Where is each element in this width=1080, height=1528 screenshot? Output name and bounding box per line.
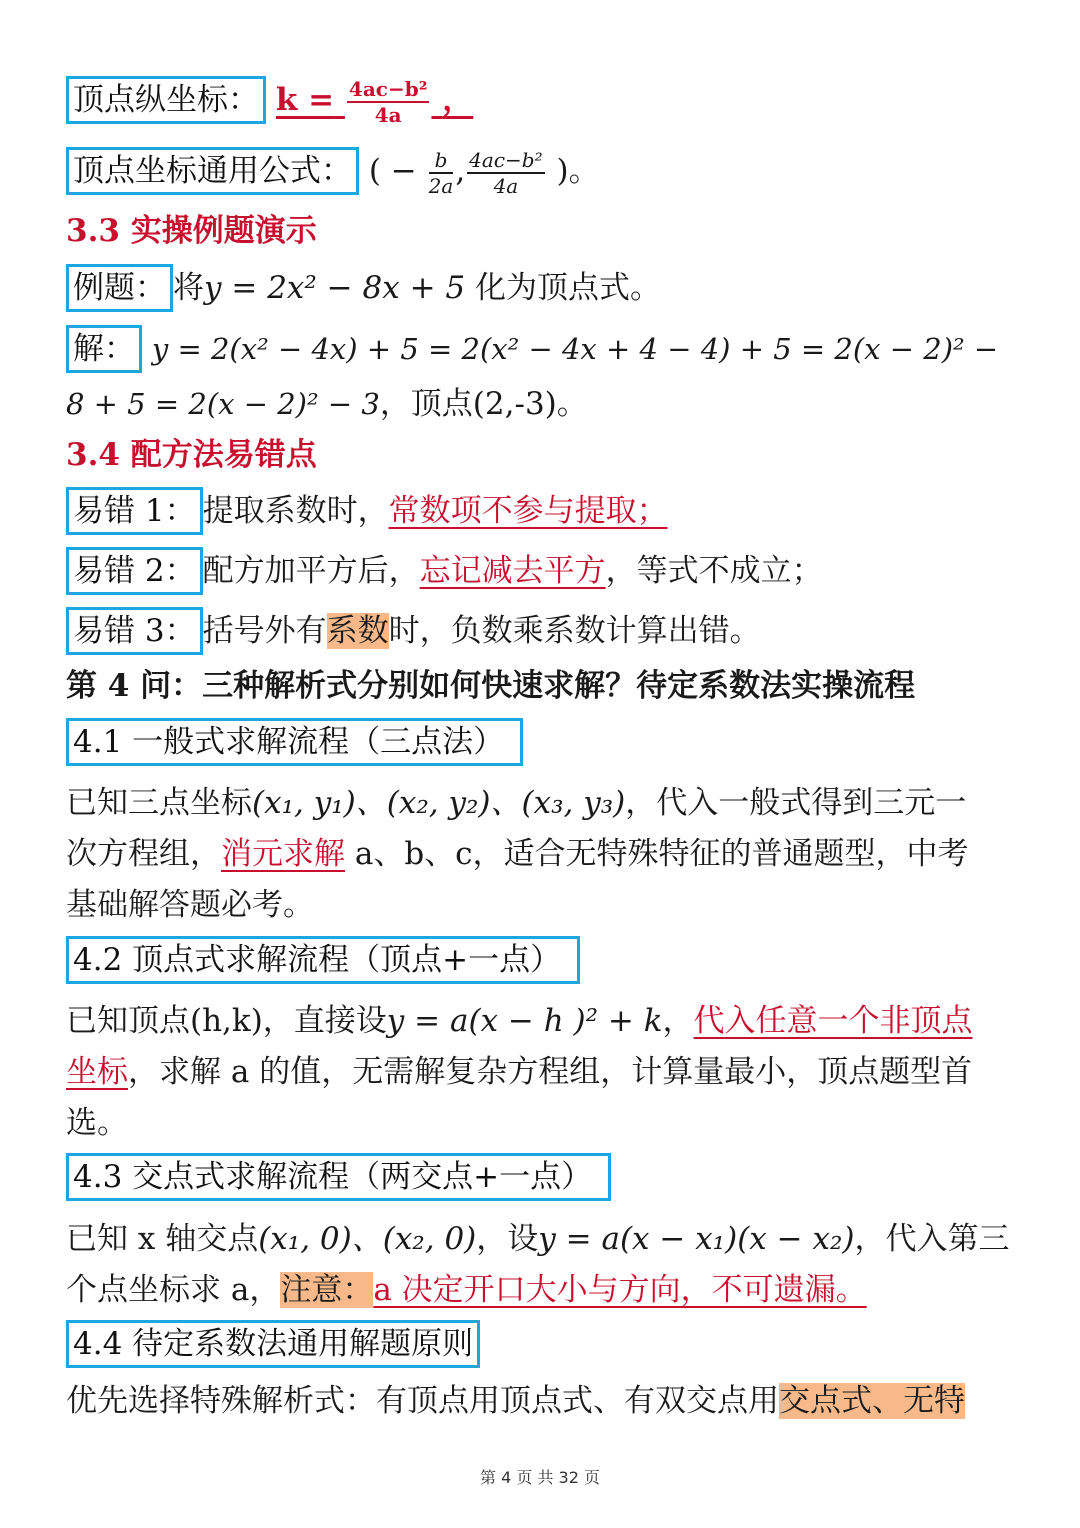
solution-line-2-math: 8 + 5 = 2(x − 2)² − 3 (66, 387, 380, 421)
s43-paragraph (66, 1214, 1016, 1316)
error-2-tail: ，等式不成立； (605, 553, 823, 589)
solution-label: 解： (66, 325, 142, 373)
vertex-general-comma: , (455, 153, 466, 189)
vertex-y-row (66, 76, 1040, 127)
error-1-label: 易错 1： (66, 487, 203, 535)
fraction-1-numerator: b (429, 148, 454, 174)
s44-highlight: 交点式、无特 (779, 1383, 965, 1419)
vertex-general-label: 顶点坐标通用公式： (66, 147, 359, 195)
s42-text-1: 已知顶点(h,k)，直接设 (66, 1003, 387, 1039)
example-row (66, 264, 1040, 312)
vertex-y-label: 顶点纵坐标： (66, 76, 266, 124)
error-3-label: 易错 3： (66, 607, 203, 655)
example-equation: y = 2x² − 8x + 5 (204, 270, 466, 306)
s42-heading-row (66, 936, 1040, 984)
s42-text-4: 选。 (66, 1105, 128, 1141)
example-suffix: 化为顶点式。 (465, 270, 661, 306)
section-3-4-heading: 3.4 配方法易错点 (66, 437, 317, 473)
vertex-y-formula (275, 76, 474, 127)
s43-text-1: 已知 x 轴交点 (66, 1221, 259, 1257)
example-prefix: 将 (173, 270, 204, 306)
s44-line-1 (66, 1376, 1016, 1427)
s41-line-3 (66, 880, 1016, 931)
s43-heading-row (66, 1153, 1040, 1201)
s41-heading: 4.1 一般式求解流程（三点法） (66, 718, 523, 766)
s42-text-2: ， (662, 1003, 694, 1039)
vertex-general-open: ( − (368, 153, 417, 189)
vertex-y-k: k = (275, 82, 335, 118)
vertex-y-numerator: 4ac−b² (348, 76, 428, 101)
fraction-2-numerator: 4ac−b² (469, 147, 543, 172)
error-row-2 (66, 547, 1040, 595)
example-label: 例题： (66, 264, 173, 312)
error-3-tail: 时，负数乘系数计算出错。 (388, 613, 761, 649)
fraction-1-denominator: 2a (428, 173, 454, 198)
solution-row-1 (66, 325, 1040, 373)
error-2-text: 配方加平方后， (202, 553, 420, 589)
question-4-heading: 第 4 问：三种解析式分别如何快速求解？待定系数法实操流程 (66, 668, 916, 704)
s41-text-1: 已知三点坐标 (66, 785, 252, 821)
solution-line-1: y = 2(x² − 4x) + 5 = 2(x² − 4x + 4 − 4) + 5 = 2(x − 2)² − (151, 332, 999, 366)
s42-emphasis-1: 代入任意一个非顶点 (693, 1003, 973, 1039)
error-2-label: 易错 2： (66, 547, 203, 595)
vertex-y-fraction (347, 77, 430, 127)
s44-heading: 4.4 待定系数法通用解题原则 (66, 1320, 480, 1368)
s41-line-1 (66, 778, 1016, 829)
solution-line-2-text: ，顶点(2,-3)。 (379, 386, 588, 422)
s41-text-2: ，代入一般式得到三元一 (625, 785, 967, 821)
s43-highlight: 注意： (280, 1272, 374, 1308)
vertex-y-denominator: 4a (374, 102, 402, 127)
s41-paragraph (66, 778, 1016, 931)
vertex-y-tail: ， (442, 82, 474, 118)
s43-heading: 4.3 交点式求解流程（两交点+一点） (66, 1153, 611, 1201)
s44-text-1: 优先选择特殊解析式：有顶点用顶点式、有双交点用 (66, 1383, 779, 1419)
error-row-1 (66, 487, 1040, 535)
page-footer: 第 4 页 共 32 页 (480, 1468, 600, 1487)
s42-emphasis-2: 坐标 (66, 1054, 128, 1090)
fraction-2-denominator: 4a (493, 173, 519, 198)
s43-text-2: ，设 (476, 1221, 539, 1257)
s43-emphasis: a 决定开口大小与方向，不可遗漏。 (373, 1272, 867, 1308)
s41-text-3: 次方程组， (66, 836, 221, 872)
s43-line-2 (66, 1265, 1016, 1316)
s42-equation: y = a(x − ℎ )² + k (386, 1003, 663, 1039)
s42-paragraph (66, 996, 1016, 1149)
s42-line-2 (66, 1047, 1016, 1098)
vertex-general-fraction-1 (429, 148, 454, 198)
s41-points: (x₁, y₁)、(x₂, y₂)、(x₃, y₃) (252, 785, 626, 821)
s41-emphasis: 消元求解 (221, 836, 345, 872)
s42-heading: 4.2 顶点式求解流程（顶点+一点） (66, 936, 580, 984)
error-1-emphasis: 常数项不参与提取； (388, 493, 668, 529)
s41-line-2 (66, 829, 1016, 880)
s42-line-3 (66, 1098, 1016, 1149)
error-3-highlight: 系数 (326, 613, 389, 649)
error-row-3 (66, 607, 1040, 655)
s43-equation: y = a(x − x₁)(x − x₂) (538, 1221, 855, 1257)
s41-text-5: 基础解答题必考。 (66, 887, 314, 923)
solution-row-2 (66, 381, 1040, 427)
s43-text-4: 个点坐标求 a， (66, 1272, 281, 1308)
vertex-general-row (66, 147, 1040, 198)
error-3-text: 括号外有 (202, 613, 327, 649)
s42-text-3: ，求解 a 的值，无需解复杂方程组，计算量最小，顶点题型首 (128, 1054, 973, 1090)
vertex-general-fraction-2 (467, 148, 544, 198)
error-1-text: 提取系数时， (202, 493, 389, 529)
vertex-general-close: )。 (556, 153, 600, 189)
s42-line-1 (66, 996, 1016, 1047)
s43-text-3: ，代入第三 (854, 1221, 1010, 1257)
error-2-emphasis: 忘记减去平方 (419, 553, 606, 589)
section-3-3-heading: 3.3 实操例题演示 (66, 213, 317, 249)
s41-text-4: a、b、c，适合无特殊特征的普通题型，中考 (345, 836, 969, 872)
s44-paragraph (66, 1376, 1016, 1427)
s41-heading-row (66, 718, 1040, 766)
s43-points: (x₁, 0)、(x₂, 0) (258, 1221, 477, 1257)
s43-line-1 (66, 1214, 1016, 1265)
s44-heading-row (66, 1320, 1040, 1368)
